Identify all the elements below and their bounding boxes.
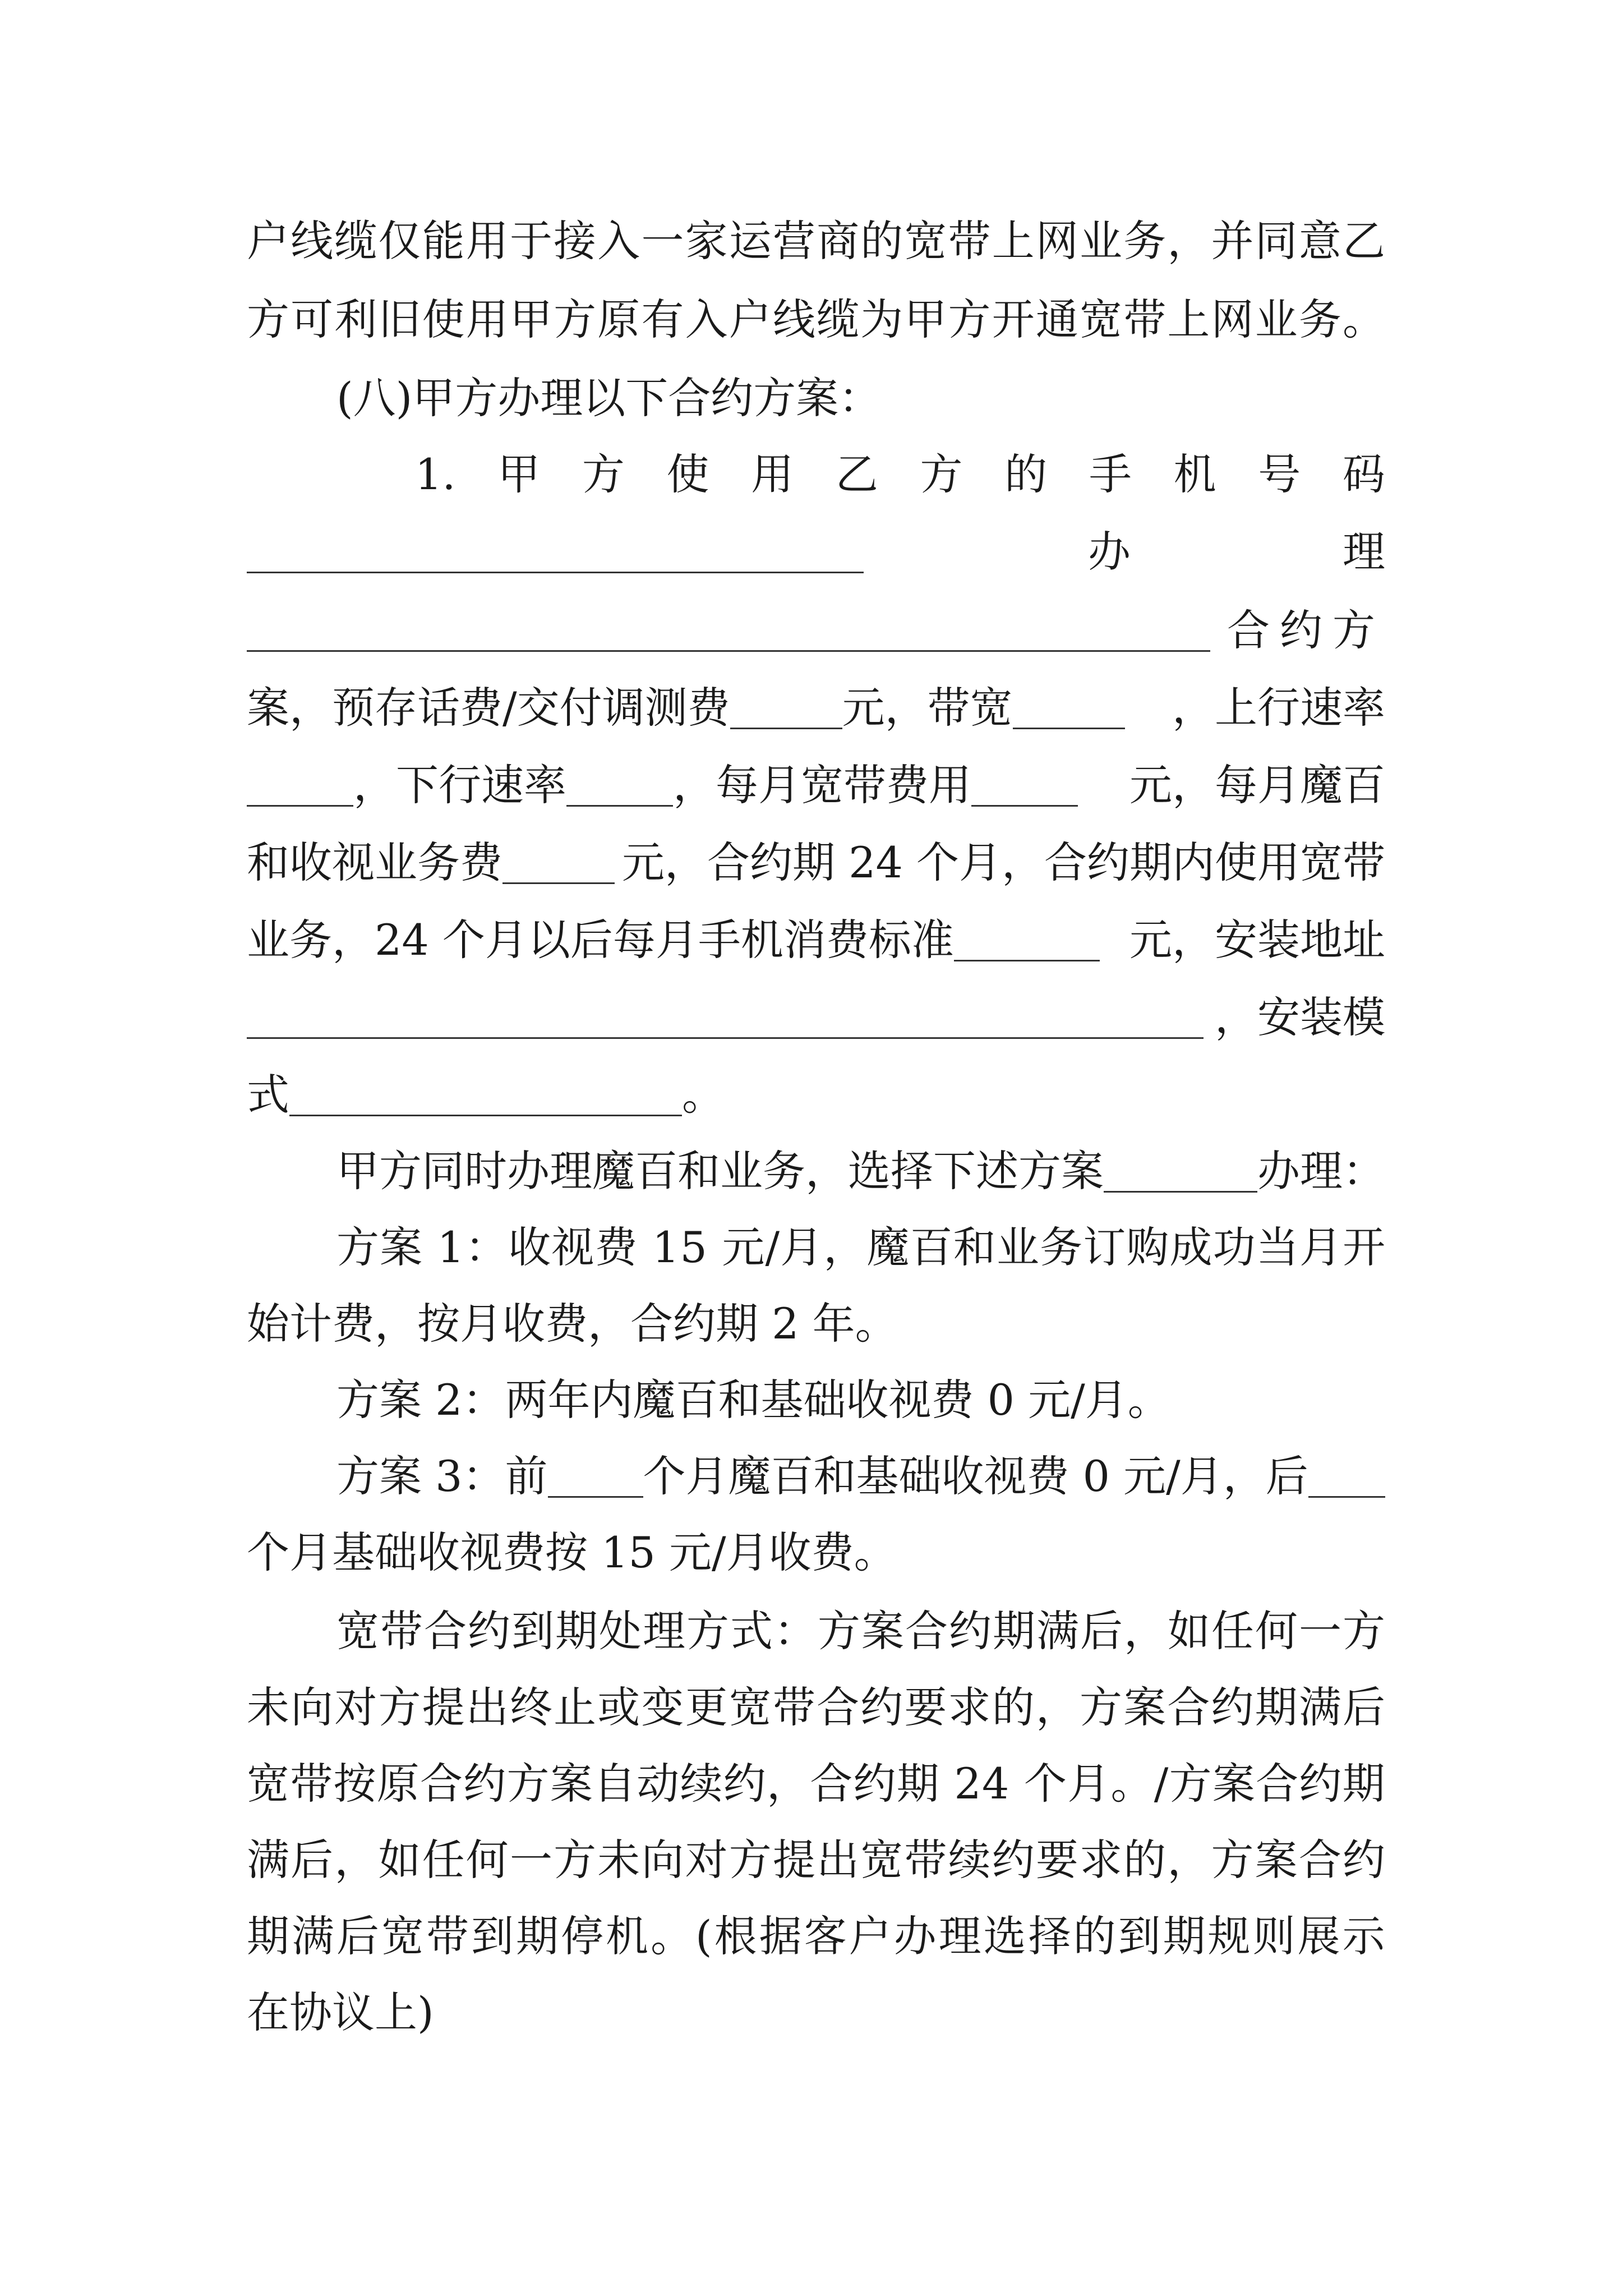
- text-line-spaced: 1. 甲 方 使 用 乙 方 的 手 机 号 码: [415, 449, 1385, 499]
- fill-blank[interactable]: [971, 768, 1078, 807]
- text-line: 未向对方提出终止或变更宽带合约要求的，方案合约期满后: [247, 1682, 1387, 1732]
- fill-blank[interactable]: [954, 923, 1100, 961]
- text-line: 式 。: [247, 1070, 725, 1120]
- text-line: 始计费，按月收费，合约期 2 年。: [247, 1299, 898, 1349]
- text-line: 甲方同时办理魔百和业务，选择下述方案 办理：: [336, 1146, 1385, 1196]
- text-line: 在协议上): [247, 1987, 434, 2037]
- line-text: 方可利旧使用甲方原有入户线缆为甲方开通宽带上网业务。: [247, 295, 1387, 344]
- text-line: 和收视业务费 元，合约期 24 个月，合约期内使用宽带: [247, 838, 1385, 887]
- section-heading: [336, 373, 1385, 423]
- line-text: 户线缆仅能用于接入一家运营商的宽带上网业务，并同意乙: [247, 216, 1387, 266]
- heading-text: (八)甲方办理以下合约方案：: [336, 373, 882, 423]
- text-line: ，安装模: [247, 996, 1385, 1039]
- fill-blank[interactable]: [502, 845, 615, 884]
- text-line: 办 理: [247, 531, 1385, 573]
- fill-blank[interactable]: [247, 1000, 1204, 1039]
- fill-blank[interactable]: [1013, 691, 1125, 729]
- text-line: 业务，24 个月以后每月手机消费标准 元，安装地址: [247, 915, 1385, 965]
- fill-blank[interactable]: [247, 613, 1210, 652]
- fill-blank[interactable]: [730, 691, 842, 729]
- text-line: 宽带合约到期处理方式：方案合约期满后，如任何一方: [336, 1606, 1386, 1656]
- text-line: ，下行速率 ，每月宽带费用 元，每月魔百: [247, 764, 1385, 807]
- text-line: 案，预存话费/交付调测费 元，带宽 ，上行速率: [247, 683, 1385, 733]
- fill-blank[interactable]: [548, 1459, 643, 1498]
- text-line: 合约方: [247, 609, 1385, 652]
- text-line: 期满后宽带到期停机。(根据客户办理选择的到期规则展示: [247, 1911, 1387, 1961]
- text-line: [247, 295, 1387, 344]
- text-line: 方案 2：两年内魔百和基础收视费 0 元/月。: [336, 1375, 1170, 1425]
- fill-blank[interactable]: [247, 768, 353, 807]
- text-line: 宽带按原合约方案自动续约，合约期 24 个月。/方案合约期: [247, 1759, 1386, 1809]
- fill-blank[interactable]: [247, 535, 864, 573]
- fill-blank[interactable]: [1308, 1459, 1385, 1498]
- fill-blank[interactable]: [289, 1078, 682, 1116]
- text-line: 个月基础收视费按 15 元/月收费。: [247, 1527, 897, 1577]
- fill-blank[interactable]: [1104, 1154, 1257, 1193]
- text-line: 方案 1：收视费 15 元/月，魔百和业务订购成功当月开: [336, 1222, 1386, 1272]
- text-line: [247, 216, 1387, 266]
- text-line: 方案 3：前 个月魔百和基础收视费 0 元/月，后: [336, 1455, 1385, 1498]
- fill-blank[interactable]: [566, 768, 673, 807]
- text-line: 满后，如任何一方未向对方提出宽带续约要求的，方案合约: [247, 1835, 1387, 1885]
